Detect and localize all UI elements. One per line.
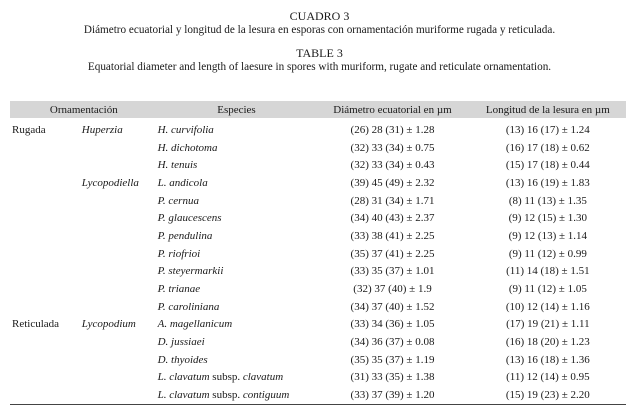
species-cell <box>158 369 316 387</box>
genus-cell: Huperzia <box>81 123 123 136</box>
species-cell <box>158 192 316 210</box>
genus-cell <box>82 192 158 210</box>
species-cell <box>158 227 316 245</box>
diameter-cell: (35) 37 (41) ± 2.25 <box>350 247 435 260</box>
table-header-row <box>10 101 626 118</box>
laesure-length-cell: (16) 18 (20) ± 1.23 <box>505 336 590 349</box>
header-species: Especies <box>217 103 256 116</box>
species-cell <box>158 209 316 227</box>
ornamentation-group-cell <box>10 245 82 263</box>
laesure-length-cell: (11) 14 (18) ± 1.51 <box>506 265 590 278</box>
taxon-name: L. clavatum <box>157 389 210 402</box>
laesure-length-cell: (9) 12 (13) ± 1.14 <box>508 229 588 242</box>
ornamentation-group-cell: Reticulada <box>12 318 60 331</box>
table-row <box>10 192 626 210</box>
taxon-name: D. jussiaei <box>157 336 205 349</box>
genus-cell <box>82 369 158 387</box>
ornamentation-group-cell <box>10 351 82 369</box>
table-row <box>10 280 626 298</box>
genus-cell <box>82 280 158 298</box>
header-length: Longitud de la lesura en µm <box>485 103 610 116</box>
ornamentation-group-cell <box>10 298 82 316</box>
species-cell <box>158 316 316 334</box>
ornamentation-group-cell <box>10 156 82 174</box>
diameter-cell: (28) 31 (34) ± 1.71 <box>350 194 435 207</box>
genus-cell <box>82 156 158 174</box>
ornamentation-group-cell: Rugada <box>12 123 46 136</box>
species-cell <box>158 174 316 192</box>
species-cell <box>158 351 316 369</box>
taxon-name: contiguum <box>242 389 290 402</box>
ornamentation-group-cell <box>10 227 82 245</box>
taxon-name: P. steyermarkii <box>157 265 224 278</box>
taxon-name: L. clavatum <box>157 371 210 384</box>
laesure-length-cell: (17) 19 (21) ± 1.11 <box>506 318 590 331</box>
table-row <box>10 333 626 351</box>
diameter-cell: (33) 38 (41) ± 2.25 <box>350 229 435 242</box>
table-row <box>10 369 626 387</box>
laesure-length-cell: (9) 11 (12) ± 0.99 <box>508 247 587 260</box>
genus-cell <box>82 386 158 404</box>
diameter-cell: (32) 33 (34) ± 0.75 <box>350 141 435 154</box>
species-cell <box>158 156 316 174</box>
table-row <box>10 174 626 192</box>
diameter-cell: (32) 33 (34) ± 0.43 <box>350 159 435 172</box>
ornamentation-group-cell <box>10 192 82 210</box>
table-title-en: TABLE 3 <box>296 46 343 60</box>
laesure-length-cell: (13) 16 (18) ± 1.36 <box>505 353 590 366</box>
ornamentation-group-cell <box>10 139 82 157</box>
taxon-name: P. cernua <box>157 194 199 207</box>
caption-english <box>0 37 639 74</box>
table-row <box>10 316 626 334</box>
species-cell <box>158 245 316 263</box>
diameter-cell: (34) 40 (43) ± 2.37 <box>350 212 435 225</box>
ornamentation-group-cell <box>10 333 82 351</box>
table-row <box>10 298 626 316</box>
genus-cell <box>82 263 158 281</box>
species-cell <box>158 298 316 316</box>
laesure-length-cell: (9) 11 (12) ± 1.05 <box>508 283 587 296</box>
ornamentation-group-cell <box>10 263 82 281</box>
taxon-name: P. caroliniana <box>157 300 220 313</box>
genus-cell: Lycopodiella <box>81 176 139 189</box>
table-body <box>10 118 626 404</box>
diameter-cell: (26) 28 (31) ± 1.28 <box>350 123 435 136</box>
rank-abbreviation: subsp. <box>209 371 243 384</box>
diameter-cell: (32) 37 (40) ± 1.9 <box>353 283 432 296</box>
header-ornamentation: Ornamentación <box>49 103 118 116</box>
diameter-cell: (33) 35 (37) ± 1.01 <box>350 265 435 278</box>
species-cell <box>158 333 316 351</box>
laesure-length-cell: (8) 11 (13) ± 1.35 <box>508 194 587 207</box>
laesure-length-cell: (9) 12 (15) ± 1.30 <box>508 212 588 225</box>
species-cell <box>158 139 316 157</box>
laesure-length-cell: (15) 19 (23) ± 2.20 <box>505 389 590 402</box>
genus-cell <box>82 351 158 369</box>
genus-cell <box>82 245 158 263</box>
laesure-length-cell: (16) 17 (18) ± 0.62 <box>505 141 590 154</box>
genus-cell <box>82 298 158 316</box>
taxon-name: H. curvifolia <box>157 123 214 136</box>
genus-cell: Lycopodium <box>81 318 136 331</box>
diameter-cell: (31) 33 (35) ± 1.38 <box>350 371 435 384</box>
laesure-length-cell: (11) 12 (14) ± 0.95 <box>506 371 590 384</box>
taxon-name: P. riofrioi <box>157 247 201 260</box>
diameter-cell: (34) 36 (37) ± 0.08 <box>350 336 435 349</box>
ornamentation-group-cell <box>10 386 82 404</box>
taxon-name: P. glaucescens <box>157 212 222 225</box>
ornamentation-group-cell <box>10 209 82 227</box>
table-row <box>10 263 626 281</box>
table-row <box>10 386 626 404</box>
taxon-name: H. tenuis <box>157 159 198 172</box>
taxon-name: A. magellanicum <box>157 318 233 331</box>
taxon-name: clavatum <box>242 371 284 384</box>
genus-cell <box>82 139 158 157</box>
table-row <box>10 118 626 139</box>
laesure-length-cell: (13) 16 (17) ± 1.24 <box>505 123 590 136</box>
diameter-cell: (39) 45 (49) ± 2.32 <box>350 176 435 189</box>
table-row <box>10 227 626 245</box>
table-row <box>10 209 626 227</box>
diameter-cell: (33) 37 (39) ± 1.20 <box>350 389 435 402</box>
rank-abbreviation: subsp. <box>209 389 243 402</box>
laesure-length-cell: (13) 16 (19) ± 1.83 <box>505 176 590 189</box>
table-row <box>10 156 626 174</box>
table-subtitle-es: Diámetro ecuatorial y longitud de la lesura en esporas con ornamentación muriforme rugada y reticulada. <box>83 24 556 36</box>
taxon-name: P. trianae <box>157 283 201 296</box>
taxon-name: L. andicola <box>157 176 208 189</box>
diameter-cell: (35) 35 (37) ± 1.19 <box>350 353 435 366</box>
species-cell <box>158 280 316 298</box>
taxon-name: D. thyoides <box>157 353 208 366</box>
laesure-length-cell: (15) 17 (18) ± 0.44 <box>505 159 590 172</box>
ornamentation-group-cell <box>10 369 82 387</box>
diameter-cell: (33) 34 (36) ± 1.05 <box>350 318 435 331</box>
table-row <box>10 245 626 263</box>
spore-measurements-table <box>10 101 626 404</box>
table-row <box>10 139 626 157</box>
species-cell <box>158 386 316 404</box>
table-bottom-rule <box>10 404 626 405</box>
taxon-name: P. pendulina <box>157 229 213 242</box>
table-subtitle-en: Equatorial diameter and length of laesure in spores with muriform, rugate and reticulate ornamentation. <box>87 61 552 73</box>
genus-cell <box>82 209 158 227</box>
taxon-name: H. dichotoma <box>157 141 218 154</box>
species-cell <box>158 118 316 139</box>
header-diameter: Diámetro ecuatorial en µm <box>333 103 452 116</box>
ornamentation-group-cell <box>10 174 82 192</box>
diameter-cell: (34) 37 (40) ± 1.52 <box>350 300 435 313</box>
table-row <box>10 351 626 369</box>
laesure-length-cell: (10) 12 (14) ± 1.16 <box>505 300 590 313</box>
species-cell <box>158 263 316 281</box>
genus-cell <box>82 333 158 351</box>
table-title-es: CUADRO 3 <box>289 9 350 23</box>
genus-cell <box>82 227 158 245</box>
ornamentation-group-cell <box>10 280 82 298</box>
caption-spanish <box>0 0 639 37</box>
